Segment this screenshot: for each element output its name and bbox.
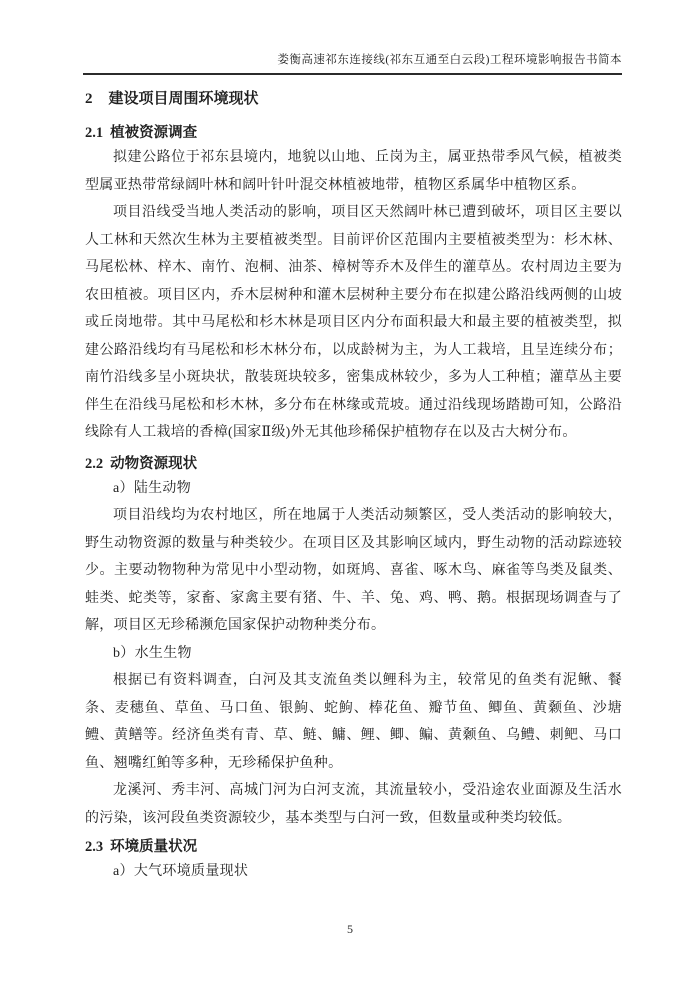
list-item-aquatic-life: b）水生生物: [113, 645, 192, 661]
page-header: [83, 52, 622, 75]
section-heading-2-3: [85, 836, 622, 858]
section-heading-2-1: [85, 122, 622, 144]
section-title: 动物资源现状: [110, 455, 198, 472]
section-title: 环境质量状况: [110, 839, 198, 855]
list-item-terrestrial-animals: a）陆生动物: [113, 480, 192, 496]
section-number: 2.3: [85, 839, 104, 855]
paragraph-fish-species: 根据已有资料调查，白河及其支流鱼类以鲤科为主，较常见的鱼类有泥鳅、餐条、麦穗鱼、草鱼、马口鱼、银鮈、蛇鮈、棒花鱼、瓣节鱼、鲫鱼、黄颡鱼、沙塘鳢、黄鳝等。经济鱼类有青、草、鲢、鳙、鲤、鲫、鳊、黄颡鱼、乌鳢、刺鲃、马口鱼、翘嘴红鲌等多种，无珍稀保护鱼种。: [85, 673, 622, 771]
list-item-air-quality: a）大气环境质量现状: [113, 864, 249, 879]
page-footer: [0, 921, 700, 937]
section-title: 建设项目周围环境现状: [108, 91, 259, 107]
running-title: 娄衡高速祁东连接线(祁东互通至白云段)工程环境影响报告书简本: [277, 54, 622, 66]
paragraph-terrestrial-animals: 项目沿线均为农村地区，所在地属于人类活动频繁区，受人类活动的影响较大，野生动物资源的数量与种类较少。在项目区及其影响区域内，野生动物的活动踪迹较少。主要动物物种为常见中小型动物，如斑鸠、喜雀、啄木鸟、麻雀等鸟类及鼠类、蛙类、蛇类等，家畜、家禽主要有猪、牛、羊、兔、鸡、鸭、鹅。根据现场调查与了解，项目区无珍稀濒危国家保护动物种类分布。: [85, 508, 622, 633]
document-body: [85, 88, 622, 886]
section-title: 植被资源调查: [110, 125, 198, 141]
paragraph-vegetation-overview: 拟建公路位于祁东县境内，地貌以山地、丘岗为主，属亚热带季风气候，植被类型属亚热带常绿阔叶林和阔叶针叶混交林植被地带，植物区系属华中植物区系。: [85, 150, 622, 193]
section-number: 2.1: [85, 125, 104, 141]
page-number: 5: [347, 922, 353, 936]
paragraph-tributaries: 龙溪河、秀丰河、高城门河为白河支流，其流量较小，受沿途农业面源及生活水的污染，该河段鱼类资源较少，基本类型与白河一致，但数量或种类均较低。: [85, 783, 622, 826]
section-heading-2: [85, 88, 622, 110]
paragraph-vegetation-detail: 项目沿线受当地人类活动的影响，项目区天然阔叶林已遭到破坏，项目区主要以人工林和天然次生林为主要植被类型。目前评价区范围内主要植被类型为：杉木林、马尾松林、梓木、南竹、泡桐、油茶、樟树等乔木及伴生的灌草丛。农村周边主要为农田植被。项目区内，乔木层树种和灌木层树种主要分布在拟建公路沿线两侧的山坡或丘岗地带。其中马尾松和杉木林是项目区内分布面积最大和最主要的植被类型，拟建公路沿线均有马尾松和杉木林分布，以成龄树为主，为人工栽培，且呈连续分布；南竹沿线多呈小斑块状，散装斑块较多，密集成林较少，多为人工种植；灌草丛主要伴生在沿线马尾松和杉木林，多分布在林缘或荒坡。通过沿线现场踏勘可知，公路沿线除有人工栽培的香樟(国家Ⅱ级)外无其他珍稀保护植物存在以及古大树分布。: [85, 205, 622, 440]
section-heading-2-2: [85, 453, 622, 475]
section-number: 2.2: [85, 455, 104, 472]
section-number: 2: [85, 91, 93, 107]
